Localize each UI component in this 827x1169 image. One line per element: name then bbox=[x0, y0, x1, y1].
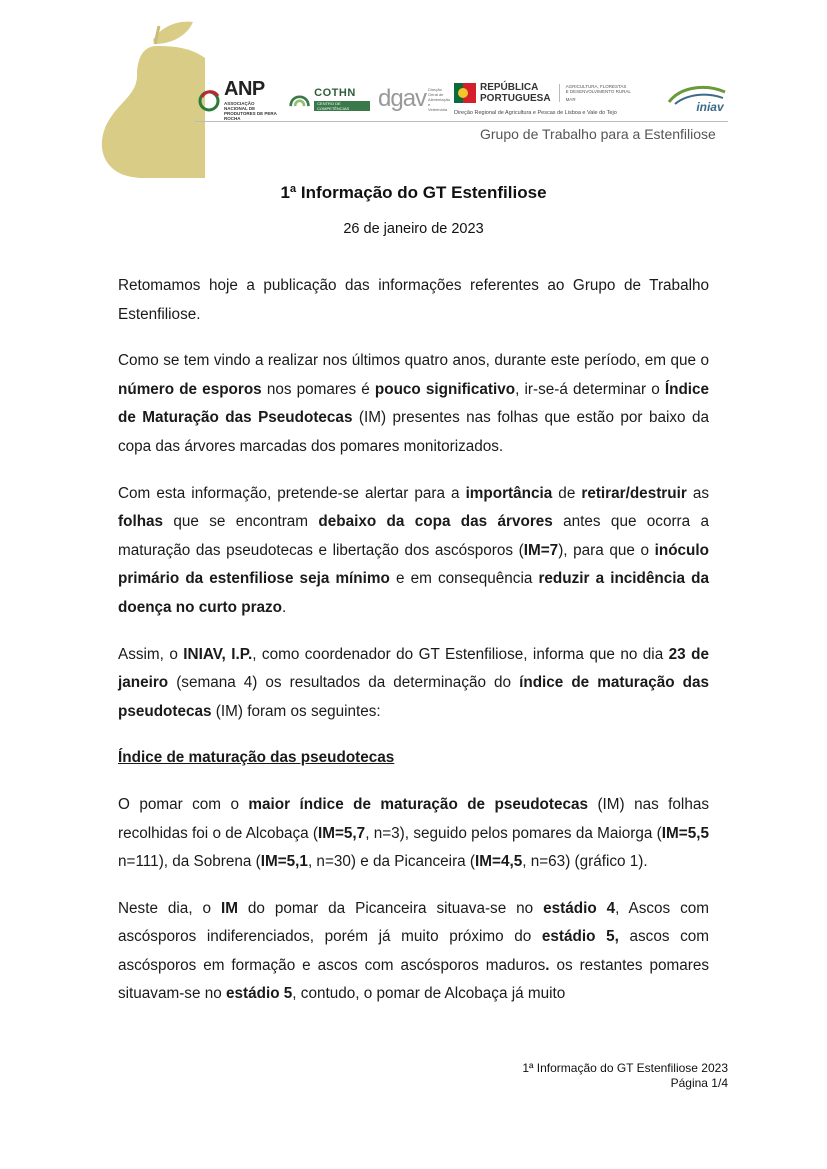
iniav-logo bbox=[661, 76, 733, 122]
paragraph-bold: importância bbox=[465, 484, 553, 502]
republica-portuguesa-logo bbox=[454, 76, 644, 110]
paragraph-bold: estádio 5, bbox=[541, 928, 619, 946]
paragraph-bold: número de esporos bbox=[118, 380, 262, 398]
paragraph-bold: reduzir a incidência da doença no curto prazo bbox=[118, 570, 709, 616]
section-heading: Índice de maturação das pseudotecas bbox=[118, 749, 395, 767]
regional-direction-caption: Direção Regional de Agricultura e Pescas de Lisboa e Vale do Tejo bbox=[454, 110, 617, 116]
paragraph-bold: INIAV, I.P. bbox=[183, 645, 253, 663]
paragraph-text: Com esta informação, pretende-se alertar para a bbox=[118, 484, 466, 502]
paragraph-text: ), para que o bbox=[558, 541, 655, 559]
anp-logo bbox=[196, 76, 278, 122]
header-subtitle: Grupo de Trabalho para a Estenfiliose bbox=[480, 126, 716, 142]
page-footer bbox=[522, 1061, 728, 1091]
paragraph-bold: retirar/destruir bbox=[581, 484, 687, 502]
paragraph-alert bbox=[118, 480, 709, 623]
paragraph-bold: pouco significativo bbox=[374, 380, 516, 398]
anp-name: ANP bbox=[224, 77, 265, 100]
paragraph-text: Assim, o bbox=[118, 645, 184, 663]
paragraph-bold: índice de maturação das pseudotecas bbox=[118, 674, 710, 720]
paragraph-text: (semana 4) os resultados da determinação do bbox=[168, 674, 520, 692]
paragraph-text: O pomar com o bbox=[118, 795, 249, 813]
paragraph-intro bbox=[118, 272, 709, 329]
iniav-name: iniav bbox=[696, 100, 724, 114]
paragraph-results bbox=[118, 791, 709, 877]
paragraph-text: Como se tem vindo a realizar nos últimos quatro anos, durante este período, em que o bbox=[118, 352, 709, 370]
paragraph-stages bbox=[118, 895, 709, 1009]
paragraph-bold: . bbox=[545, 956, 550, 974]
paragraph-text: Retomamos hoje a publicação das informações referentes ao Grupo de Trabalho Estenfiliose. bbox=[118, 277, 709, 323]
paragraph-text: (IM) foram os seguintes: bbox=[211, 702, 381, 720]
paragraph-text: antes que ocorra a maturação das pseudotecas e libertação dos ascósporos ( bbox=[118, 513, 710, 559]
ministry-name bbox=[559, 84, 631, 102]
anp-emblem-icon bbox=[196, 86, 222, 112]
paragraph-text: , contudo, o pomar de Alcobaça já muito bbox=[292, 985, 566, 1003]
rp-name-line2: PORTUGUESA bbox=[480, 93, 551, 104]
paragraph-text: nos pomares é bbox=[261, 380, 375, 398]
paragraph-text: (IM) presentes nas folhas que estão por baixo da copa das árvores marcadas dos pomares monitorizados. bbox=[118, 409, 709, 455]
paragraph-text: os restantes pomares situavam-se no bbox=[118, 956, 710, 1003]
paragraph-text: do pomar da Picanceira situava-se no bbox=[237, 899, 544, 917]
paragraph-bold: IM=5,7 bbox=[318, 824, 366, 842]
paragraph-bold: folhas bbox=[118, 513, 164, 531]
paragraph-text: Neste dia, o bbox=[118, 899, 221, 917]
paragraph-text: , como coordenador do GT Estenfiliose, informa que no dia bbox=[252, 645, 669, 663]
cothn-name: COTHN bbox=[314, 87, 356, 99]
portugal-flag-emblem-icon bbox=[454, 81, 476, 105]
footer-document-name: 1ª Informação do GT Estenfiliose 2023 bbox=[522, 1061, 728, 1075]
paragraph-results-intro bbox=[118, 641, 709, 727]
paragraph-text: , n=3), seguido pelos pomares da Maiorga ( bbox=[365, 824, 662, 842]
paragraph-text: . bbox=[282, 598, 287, 616]
paragraph-text: n=111), da Sobrena ( bbox=[118, 853, 261, 871]
anp-caption: ASSOCIAÇÃO NACIONAL DE PRODUTORES DE PERA ROCHA bbox=[224, 100, 277, 121]
ministry-line2: E DESENVOLVIMENTO RURAL bbox=[565, 89, 631, 94]
cothn-emblem-icon bbox=[288, 87, 311, 111]
dgav-caption: Direção Geral de Alimentação e Veterinária bbox=[428, 86, 451, 112]
paragraph-bold: estádio 4 bbox=[543, 899, 616, 917]
paragraph-bold: maior índice de maturação de pseudotecas bbox=[248, 795, 589, 813]
paragraph-bold: IM=5,5 bbox=[661, 824, 709, 842]
paragraph-bold: IM=5,1 bbox=[260, 853, 308, 871]
dgav-logo bbox=[378, 76, 451, 122]
paragraph-text: (IM) nas folhas recolhidas foi o de Alcobaça ( bbox=[118, 795, 709, 842]
paragraph-bold: inóculo primário da estenfiliose seja mínimo bbox=[118, 541, 709, 588]
document-title: 1ª Informação do GT Estenfiliose bbox=[280, 183, 547, 202]
ministry-line1: AGRICULTURA, FLORESTAS bbox=[565, 84, 627, 89]
paragraph-text: , ir-se-á determinar o bbox=[515, 380, 665, 398]
header-divider bbox=[195, 121, 728, 122]
partner-logos bbox=[196, 76, 736, 122]
paragraph-bold: IM=4,5 bbox=[475, 853, 523, 871]
paragraph-bold: IM=7 bbox=[523, 541, 559, 559]
pear-body-shape bbox=[102, 46, 205, 178]
paragraph-text: , n=30) e da Picanceira ( bbox=[307, 853, 476, 871]
ministry-line3: MAR bbox=[565, 97, 576, 102]
paragraph-bold: debaixo da copa das árvores bbox=[318, 513, 553, 531]
document-date: 26 de janeiro de 2023 bbox=[343, 221, 484, 237]
paragraph-bold: estádio 5 bbox=[225, 985, 293, 1003]
paragraph-text: as bbox=[686, 484, 709, 502]
paragraph-text: que se encontram bbox=[163, 513, 319, 531]
document-body bbox=[118, 272, 709, 1027]
page-number: Página 1/4 bbox=[670, 1076, 728, 1090]
paragraph-bold: Índice de Maturação das Pseudotecas bbox=[118, 380, 710, 427]
dgav-name: dgav bbox=[378, 85, 427, 112]
paragraph-text: , n=63) (gráfico 1). bbox=[522, 853, 648, 871]
paragraph-text: ascos com ascósporos em formação e ascos com ascósporos maduros bbox=[118, 928, 710, 974]
cothn-logo bbox=[288, 76, 370, 122]
rp-name-line1: REPÚBLICA bbox=[480, 82, 539, 93]
cothn-tag: CENTRO DE COMPETÊNCIAS bbox=[314, 101, 370, 111]
pear-graphic bbox=[95, 18, 205, 178]
paragraph-text: e em consequência bbox=[389, 570, 539, 588]
paragraph-bold: 23 de janeiro bbox=[118, 645, 709, 692]
paragraph-method bbox=[118, 347, 709, 461]
paragraph-text: de bbox=[552, 484, 582, 502]
paragraph-bold: IM bbox=[220, 899, 238, 917]
paragraph-text: , Ascos com ascósporos indiferenciados, porém já muito próximo do bbox=[118, 899, 709, 946]
